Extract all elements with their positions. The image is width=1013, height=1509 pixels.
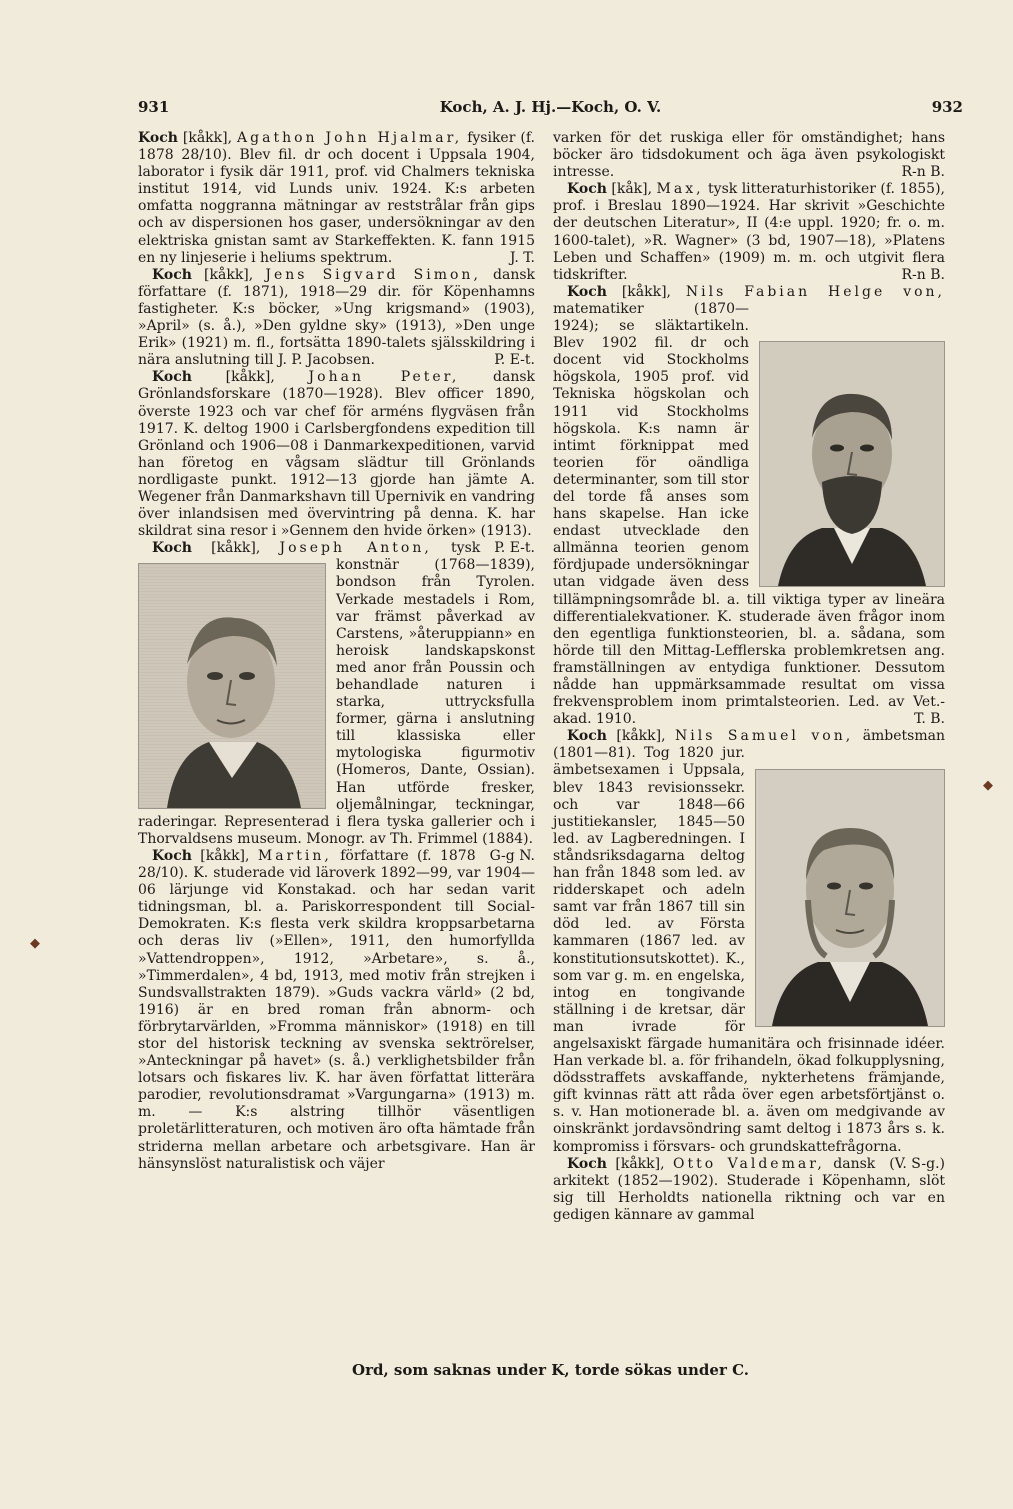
entry-text: dansk arkitekt (1852—1902). Studerade i Köpenhamn, slöt sig till Herholdts nationella riktning och var en gedigen kännare av gammal: [553, 1155, 945, 1223]
pronunciation: [kåkk],: [615, 1155, 665, 1172]
entry-text: matematiker (1870—1924); se släktartikeln. Blev 1902 fil. dr och docent vid Stockholms högskola, 1905 prof. vid Tekniska högskolan och 1911 vid Stockholms högskola. K:s namn är intimt förknippat med teorien för oändliga determinanter, som till stor del torde få anses som hans skapelse. Han icke endast utvecklade den allmänna teorien genom fördjupade undersökningar utan vidgade även dess tillämpningsområde bl. a. till viktiga typer av lineära differentialekvationer. K. studerade även frågor inom den egentliga funktionsteorien, bl. a. sådana, som hörde till den Mittag-Lefflerska problemkretsen ang. framställningen av entydiga funktioner. Dessutom nådde han uppmärksammade resultat om vissa frekvensproblem inom primtalsteorien. Led. av Vet.-akad. 1910.: [553, 300, 945, 728]
entry-text: tysk konstnär (1768—1839), bondson från Tyrolen. Verkade mestadels i Rom, var främst påverkad av Carstens, »återuppiann» en heroisk landskapskonst med anor från Poussin och behandlade naturen i starka, uttrycksfulla former, gärna i anslutning till klassiska eller mytologiska figurmotiv (Homeros, Dante, Ossian). Han utförde fresker, oljemålningar, teckningar, raderingar. Representerad i flera tyska gallerier och i Thorvaldsens museum. Monogr. av Th. Frimmel (1884).: [138, 540, 535, 847]
entry-continuation: [553, 130, 945, 181]
signature: R-n B.: [901, 266, 945, 283]
signature: T. B.: [914, 711, 945, 728]
entry-text: dansk Grönlandsforskare (1870—1928). Blev officer 1890, överste 1923 och var chef för arméns flygväsen från 1917. K. deltog 1900 i Carlsbergfondens expedition till Grönland och 1906—08 i Danmarkexpeditionen, varvid han företog en vågsam slädtur till Grönlands nordligaste punkt. 1912—13 gjorde han jämte A. Wegener från Danmarkshavn till Upernivik en vandring över inlandsisen med övervintring på denna. K. har skildrat sina resor i »Gennem den hvide örken» (1913).: [138, 369, 536, 540]
entry-name: Johan Peter,: [308, 369, 460, 386]
signature: P. E-t.: [494, 540, 535, 557]
headword: Koch: [152, 540, 192, 557]
entry-name: Nils Samuel von,: [675, 728, 854, 745]
left-column: [138, 130, 535, 1173]
portrait-image: [760, 342, 944, 586]
headword: Koch: [567, 283, 607, 300]
entry-name: Martin,: [257, 847, 332, 864]
headword: Koch: [567, 181, 607, 198]
margin-mark-icon: ◆: [983, 778, 993, 793]
pronunciation: [kåkk],: [616, 728, 666, 745]
entry-text: dansk författare (f. 1871), 1918—29 dir. för Köpenhamns fastigheter. K:s böcker, »Ung krigsmand» (1903), »April» (s. å.), »Den gyldne sky» (1913), »Den unge Erik» (1921) m. fl., fortsätta 1890-talets själsskildring i nära anslutning till J. P. Jacobsen.: [138, 266, 536, 369]
entry-name: Joseph Anton,: [279, 540, 432, 557]
entry-koch-jens: [138, 267, 535, 370]
entry-name: Jens Sigvard Simon,: [265, 266, 481, 283]
pronunciation: [kåk],: [611, 181, 653, 198]
signature: J. T.: [509, 249, 535, 266]
portrait-nils-samuel-von-koch: [755, 769, 945, 1027]
pronunciation: [kåkk],: [200, 847, 250, 864]
portrait-joseph-anton-koch: [138, 563, 326, 809]
page-number-left: 931: [138, 98, 170, 116]
signature: (V. S-g.): [889, 1155, 945, 1172]
portrait-image: [139, 564, 325, 808]
running-header: [138, 98, 963, 120]
entry-koch-max: [553, 181, 945, 284]
headword: Koch: [567, 1155, 607, 1172]
page-number-right: 932: [931, 98, 963, 116]
right-column: [553, 130, 945, 1224]
entry-name: Agathon John Hjalmar,: [237, 130, 463, 146]
footer-note: Ord, som saknas under K, torde sökas under C.: [352, 1361, 749, 1379]
pronunciation: [kåkk],: [204, 266, 254, 283]
headword: Koch: [152, 266, 192, 283]
entry-koch-agathon: [138, 130, 535, 267]
entry-text: ämbetsman (1801—81). Tog 1820 jur. ämbetsexamen i Uppsala, blev 1843 revisionssekr. och var 1848—66 justitiekansler, 1845—50 led. av Lagberedningen. I ståndsriksdagarna deltog han från 1848 som led. av ridderskapet och adeln samt var från 1867 till sin död led. av Första kammaren (1867 led. av konstitutionsutskottet). K., som var g. m. en engelska, intog en tongivande ställning i de kretsar, där man ivrade för angelsaxiskt färgade humanitära och frisinnade idéer. Han verkade bl. a. för frihandeln, ökad folkupplysning, dödsstraffets avskaffande, nykterhetens främjande, gift kvinnas rätt att råda över egen arbetsförtjänst o. s. v. Han motionerade bl. a. även om medgivande av oinskränkt jordavsöndring samt deltog i 1873 års s. k. kompromiss i försvars- och grundskattefrågorna.: [553, 728, 946, 1155]
headword: Koch: [152, 847, 192, 864]
signature: G-g N.: [489, 847, 535, 864]
portrait-image: [756, 770, 944, 1026]
pronunciation: [kåkk],: [211, 540, 261, 557]
entry-koch-helge: [553, 284, 945, 728]
headword: Koch: [567, 728, 607, 745]
entry-text: fysiker (f. 1878 28/10). Blev fil. dr och docent i Uppsala 1904, laborator i fysik där 1911, prof. vid Chalmers tekniska institut 1914, vid Lunds univ. 1924. K:s arbeten omfatta noggranna mätningar av reststrålar från gips och av dispersionen hos gaser, undersökningar av den elektriska gnistan samt av Starkeffekten. K. fann 1915 en ny linjeserie i heliums spektrum.: [138, 130, 535, 266]
page-title: Koch, A. J. Hj.—Koch, O. V.: [439, 98, 662, 116]
entry-koch-martin: [138, 848, 535, 1173]
portrait-helge-von-koch: [759, 341, 945, 587]
headword: Koch: [138, 130, 178, 146]
entry-name: Otto Valdemar,: [673, 1155, 825, 1172]
entry-name: Nils Fabian Helge von,: [685, 283, 945, 300]
entry-name: Max,: [656, 181, 704, 198]
margin-mark-icon: ◆: [30, 936, 40, 951]
pronunciation: [kåkk],: [225, 369, 275, 386]
pronunciation: [kåkk],: [621, 283, 671, 300]
pronunciation: [kåkk],: [182, 130, 233, 146]
signature: P. E-t.: [494, 352, 535, 369]
entry-text: varken för det ruskiga eller för omständighet; hans böcker äro tidsdokument och äga även psykologiskt intresse.: [553, 130, 945, 181]
signature: R-n B.: [901, 164, 945, 181]
headword: Koch: [152, 369, 192, 386]
entry-text: tysk litteraturhistoriker (f. 1855), prof. i Breslau 1890—1924. Har skrivit »Geschichte der deutschen Literatur», II (4:e uppl. 1920; fr. o. m. 1600-talet), »R. Wagner» (3 bd, 1907—18), »Platens Leben und Schaffen» (1909) m. m. och utgivit flera tidskrifter.: [553, 181, 945, 283]
entry-text: författare (f. 1878 28/10). K. studerade vid läroverk 1892—99, var 1904—06 lärjunge vid Konstakad. och har sedan varit tidningsman, bl. a. Pariskorrespondent till Social-Demokraten. K:s flesta verk skildra kroppsarbetarna och deras liv (»Ellen», 1911, den humorfyllda »Vattendroppen», 1912, »Arbetare», s. å., »Timmerdalen», 4 bd, 1913, med motiv från strejken i Sundsvallstrakten 1879). »Guds vackra värld» (2 bd, 1916) är en bred roman från abnorm- och förbrytarvärlden, »Fromma människor» (1918) en till stor del historisk teckning av svenska sektrörelser, »Anteckningar på havet» (s. å.) verklighetsbilder från lotsars och fiskares liv. K. har även författat litterära parodier, revolutionsdramat »Vargungarna» (1913) m. m. — K:s alstring tillhör väsentligen proletärlitteraturen, och motiven äro ofta hämtade från striderna mellan arbetare och arbetsgivare. Han är hänsynslöst naturalistisk och väjer: [138, 847, 535, 1172]
